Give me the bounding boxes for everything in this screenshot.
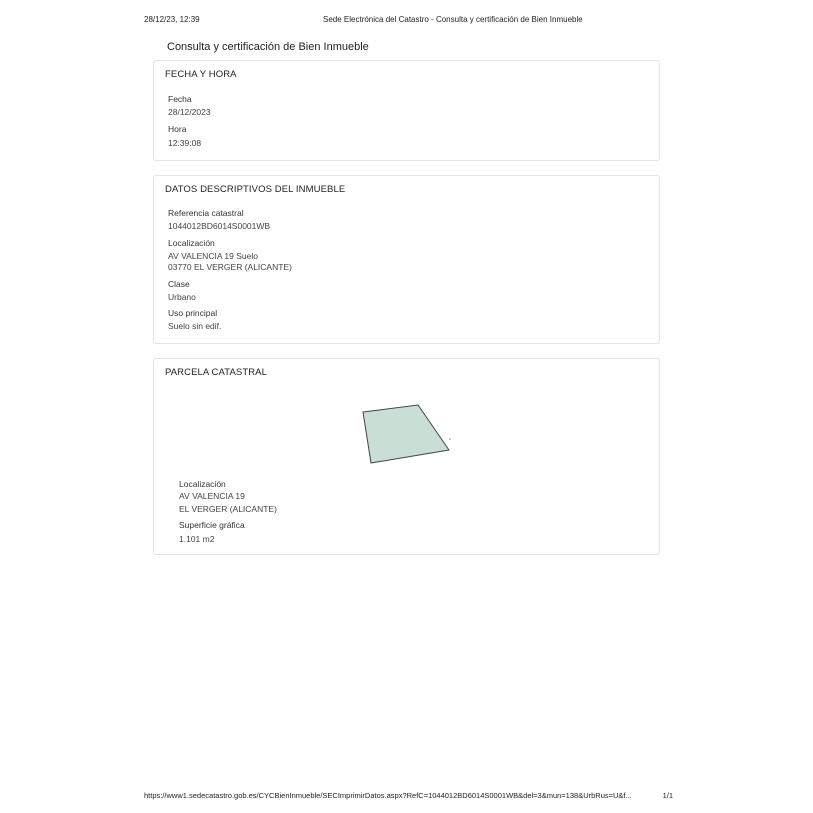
hora-label: Hora (168, 124, 187, 134)
datos-heading: DATOS DESCRIPTIVOS DEL INMUEBLE (165, 184, 346, 195)
parcel-vertex-marker (449, 438, 450, 439)
fecha-value: 28/12/2023 (168, 107, 211, 117)
print-page-title: Sede Electrónica del Catastro - Consulta y certificación de Bien Inmueble (323, 15, 583, 24)
parcel-polygon (363, 405, 449, 463)
referencia-value: 1044012BD6014S0001WB (168, 221, 271, 231)
referencia-label: Referencia catastral (168, 208, 244, 218)
datos-descriptivos-card (153, 175, 660, 344)
fecha-hora-card (153, 60, 660, 161)
localizacion-line1: AV VALENCIA 19 Suelo (168, 251, 258, 261)
superficie-value: 1.101 m2 (179, 534, 215, 544)
localizacion-line2: 03770 EL VERGER (ALICANTE) (168, 262, 292, 272)
fecha-label: Fecha (168, 94, 192, 104)
footer-url: https://www1.sedecatastro.gob.es/CYCBienInmueble/SECImprimirDatos.aspx?RefC=1044012BD6014S0001WB&del=3&mun=138&UrbRus=U&f... (144, 791, 632, 800)
uso-label: Uso principal (168, 308, 218, 318)
fecha-hora-heading: FECHA Y HORA (165, 69, 237, 80)
print-datetime: 28/12/23, 12:39 (144, 15, 200, 24)
superficie-label: Superficie gráfica (179, 520, 245, 530)
parcela-catastral-card (153, 358, 660, 555)
parcela-localizacion-line1: AV VALENCIA 19 (179, 491, 245, 501)
parcela-heading: PARCELA CATASTRAL (165, 367, 268, 378)
hora-value: 12:39:08 (168, 138, 202, 148)
document-title: Consulta y certificación de Bien Inmueble (167, 41, 369, 53)
uso-value: Suelo sin edif. (168, 321, 222, 331)
print-footer (144, 791, 673, 803)
parcela-localizacion-line2: EL VERGER (ALICANTE) (179, 504, 277, 514)
clase-value: Urbano (168, 292, 196, 302)
print-header (144, 15, 673, 27)
localizacion-label: Localización (168, 238, 215, 248)
clase-label: Clase (168, 279, 190, 289)
footer-page-number: 1/1 (662, 791, 673, 800)
parcela-localizacion-label: Localización (179, 479, 226, 489)
